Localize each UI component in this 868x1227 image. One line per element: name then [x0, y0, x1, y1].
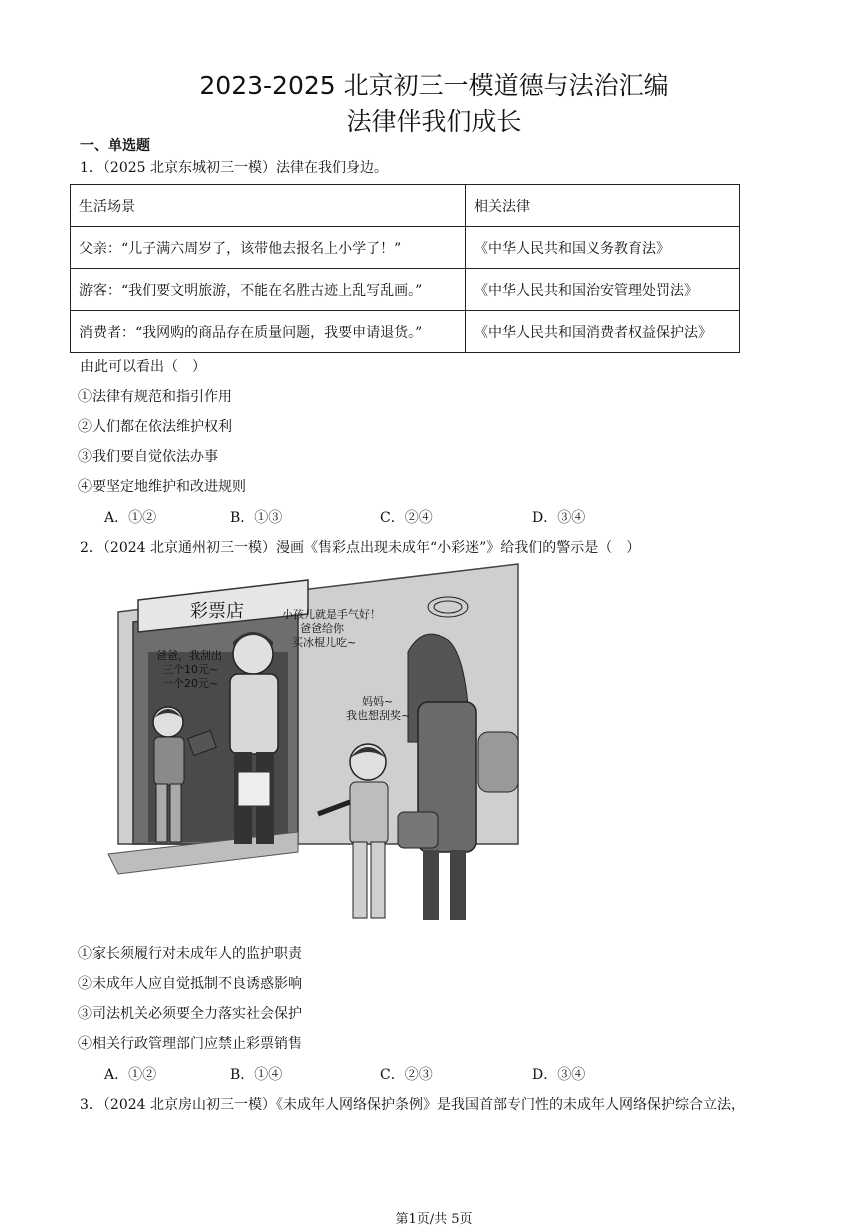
q2-option-a[interactable]: A．①② [104, 1067, 157, 1083]
table-row [71, 269, 740, 311]
boy-speech-line: 我也想刮奖~ [346, 709, 411, 722]
q2-statement: ②未成年人应自觉抵制不良诱惑影响 [78, 976, 302, 992]
table-header-row [71, 185, 740, 227]
document-subtitle: 法律伴我们成长 [346, 107, 522, 136]
q1-option-d[interactable]: D．③④ [532, 510, 586, 526]
q1-option-a[interactable]: A．①② [104, 510, 157, 526]
father-speech-line: 买冰棍儿吃~ [292, 636, 357, 649]
shop-sign: 彩票店 [190, 601, 244, 622]
q1-lead: 由此可以看出（ ） [80, 359, 206, 375]
child-speech-line: 一个20元~ [162, 677, 219, 690]
page-number: 第1页/共 5页 [395, 1212, 473, 1227]
q2-option-c[interactable]: C．②③ [380, 1067, 433, 1083]
table-header-cell: 相关法律 [466, 185, 740, 227]
q1-statement: ④要坚定地维护和改进规则 [78, 479, 246, 495]
q1-table [70, 184, 740, 353]
father-speech-line: 爸爸给你 [300, 622, 344, 635]
table-header-cell: 生活场景 [71, 185, 466, 227]
q2-statement: ①家长须履行对未成年人的监护职责 [78, 946, 302, 962]
q1-option-b[interactable]: B．①③ [230, 510, 283, 526]
table-cell: 《中华人民共和国治安管理处罚法》 [466, 269, 740, 311]
q3-stem: 3．（2024 北京房山初三一模）《未成年人网络保护条例》是我国首部专门性的未成年人网络保护综合立法， [80, 1097, 745, 1113]
q2-statement: ③司法机关必须要全力落实社会保护 [78, 1006, 302, 1022]
lottery-comic-image [78, 562, 538, 930]
section-heading: 一、单选题 [80, 138, 150, 154]
q1-statement: ③我们要自觉依法办事 [78, 449, 218, 465]
table-cell: 父亲：“儿子满六周岁了，该带他去报名上小学了！” [71, 227, 466, 269]
table-row [71, 311, 740, 353]
father-speech-line: 小孩儿就是手气好！ [282, 608, 381, 621]
q2-stem: 2．（2024 北京通州初三一模）漫画《售彩点出现未成年“小彩迷”》给我们的警示是（ ） [80, 540, 641, 556]
q1-statement: ①法律有规范和指引作用 [78, 389, 232, 405]
q1-stem: 1．（2025 北京东城初三一模）法律在我们身边。 [80, 160, 388, 176]
table-row [71, 227, 740, 269]
boy-speech-line: 妈妈~ [362, 695, 394, 708]
q1-option-c[interactable]: C．②④ [380, 510, 433, 526]
q1-statement: ②人们都在依法维护权利 [78, 419, 232, 435]
q2-option-d[interactable]: D．③④ [532, 1067, 586, 1083]
table-cell: 《中华人民共和国义务教育法》 [466, 227, 740, 269]
document-title: 2023-2025 北京初三一模道德与法治汇编 [199, 71, 669, 100]
q2-option-b[interactable]: B．①④ [230, 1067, 283, 1083]
q2-statement: ④相关行政管理部门应禁止彩票销售 [78, 1036, 302, 1052]
child-speech-line: 爸爸，我刮出 [156, 649, 222, 662]
table-cell: 《中华人民共和国消费者权益保护法》 [466, 311, 740, 353]
table-cell: 游客：“我们要文明旅游，不能在名胜古迹上乱写乱画。” [71, 269, 466, 311]
table-cell: 消费者：“我网购的商品存在质量问题，我要申请退货。” [71, 311, 466, 353]
child-speech-line: 三个10元~ [162, 663, 219, 676]
